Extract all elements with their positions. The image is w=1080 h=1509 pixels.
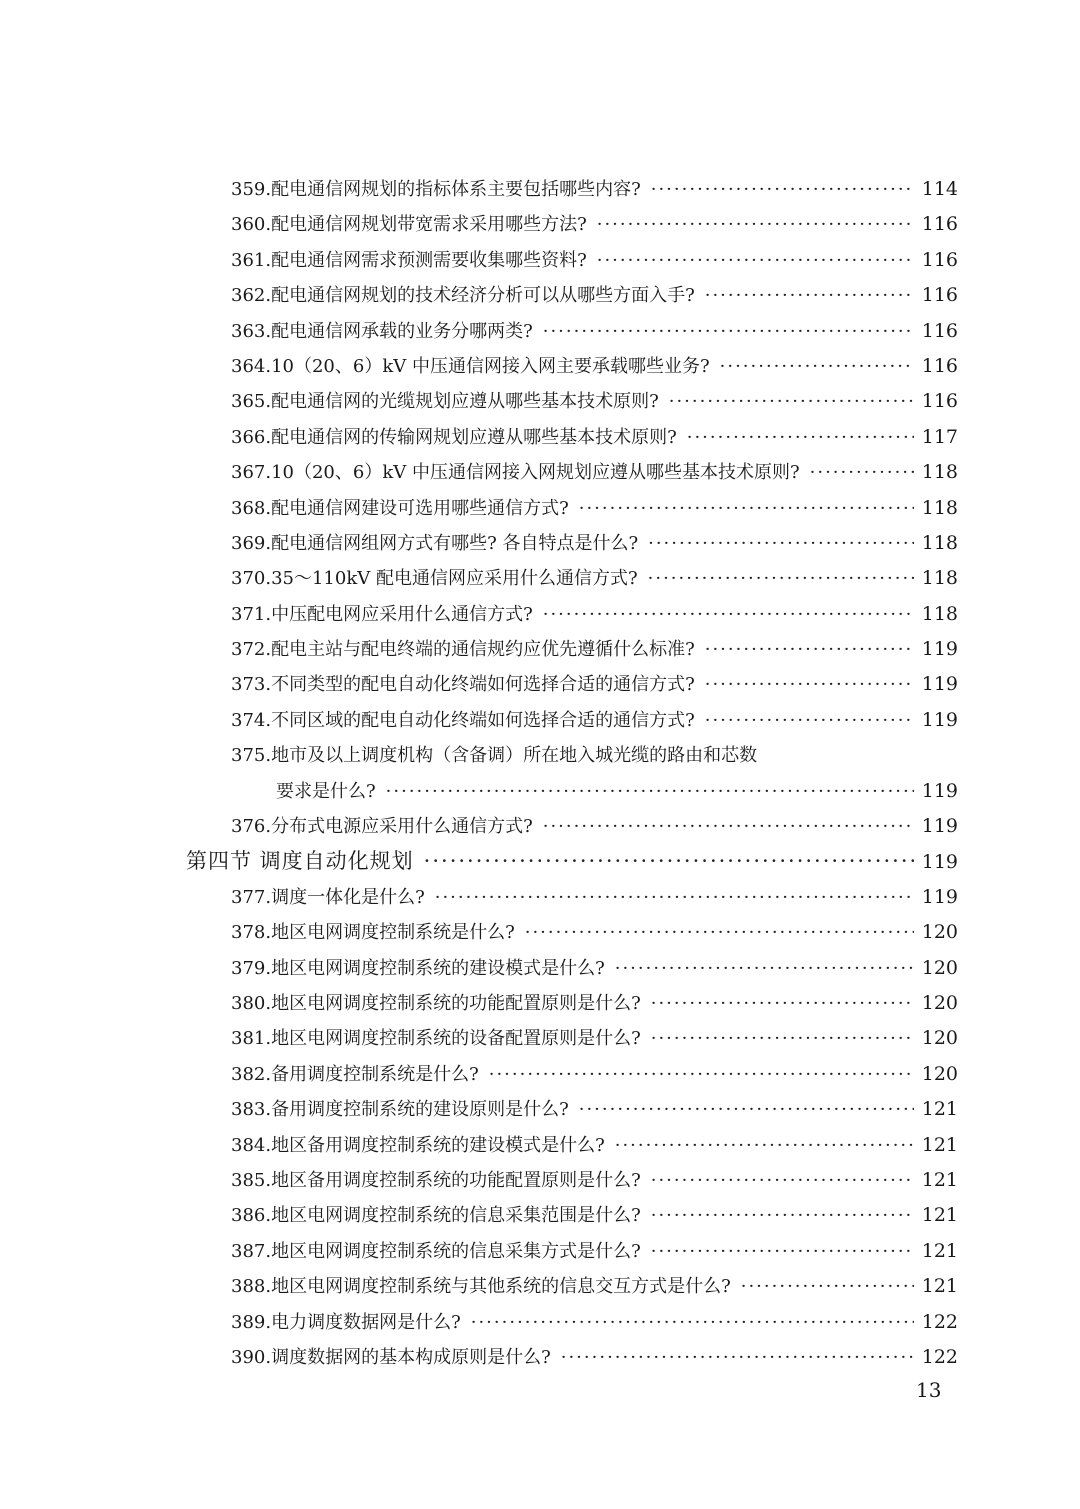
entry-title: 分布式电源应采用什么通信方式? (271, 816, 533, 838)
entry-title: 地区备用调度控制系统的建设模式是什么? (271, 1134, 605, 1156)
toc-entry (186, 667, 958, 702)
entry-title: 配电通信网组网方式有哪些? 各自特点是什么? (271, 532, 639, 554)
entry-title: 10（20、6）kV 中压通信网接入网主要承载哪些业务? (271, 355, 710, 377)
dot-leader (651, 1163, 914, 1198)
entry-title: 调度一体化是什么? (271, 886, 425, 908)
dot-leader (597, 207, 914, 242)
toc-entry (186, 420, 958, 455)
entry-page: 121 (921, 1133, 958, 1156)
entry-page: 121 (921, 1204, 958, 1227)
toc-entry-375-line1 (186, 738, 958, 773)
entry-title: 不同类型的配电自动化终端如何选择合适的通信方式? (271, 674, 695, 696)
dot-leader (741, 1269, 914, 1304)
entry-page: 121 (921, 1275, 958, 1298)
dot-leader (669, 384, 914, 419)
entry-page: 120 (921, 956, 958, 979)
entry-title-continued: 要求是什么? (276, 780, 376, 802)
entry-page: 119 (921, 638, 958, 661)
dot-leader (705, 703, 914, 738)
toc-entry (186, 526, 958, 561)
dot-leader (810, 455, 914, 490)
dot-leader (543, 314, 914, 349)
entry-title: 备用调度控制系统是什么? (271, 1063, 479, 1085)
entry-page: 116 (921, 354, 958, 377)
dot-leader (525, 915, 914, 950)
toc-group-after-section (186, 880, 958, 1375)
entry-title: 配电通信网规划带宽需求采用哪些方法? (271, 214, 587, 236)
dot-leader (489, 1057, 914, 1092)
entry-title: 配电通信网的光缆规划应遵从哪些基本技术原则? (271, 391, 659, 413)
entry-title: 地区电网调度控制系统的建设模式是什么? (271, 957, 605, 979)
dot-leader (651, 1021, 914, 1056)
entry-number: 360. (231, 214, 272, 236)
entry-title: 配电通信网承载的业务分哪两类? (271, 320, 533, 342)
toc-entry (186, 1340, 958, 1375)
section-page: 119 (921, 851, 958, 874)
dot-leader (471, 1305, 914, 1340)
toc-group-before-section (186, 172, 958, 738)
entry-number: 390. (231, 1346, 272, 1368)
entry-title: 电力调度数据网是什么? (271, 1311, 461, 1333)
entry-page: 119 (921, 673, 958, 696)
entry-page: 118 (921, 567, 958, 590)
entry-title: 配电主站与配电终端的通信规约应优先遵循什么标准? (271, 639, 695, 661)
entry-number: 384. (231, 1134, 272, 1156)
entry-number: 363. (231, 320, 272, 342)
toc-entry (186, 703, 958, 738)
entry-page: 121 (921, 1239, 958, 1262)
toc-entry (186, 384, 958, 419)
entry-number: 378. (231, 922, 272, 944)
entry-number: 377. (231, 886, 272, 908)
dot-leader (648, 526, 914, 561)
entry-number: 388. (231, 1276, 272, 1298)
entry-page: 118 (921, 461, 958, 484)
toc-entry (186, 1057, 958, 1092)
entry-number: 365. (231, 391, 272, 413)
entry-number: 369. (231, 532, 272, 554)
entry-number: 368. (231, 497, 272, 519)
entry-title: 地区电网调度控制系统的设备配置原则是什么? (271, 1028, 641, 1050)
entry-page: 114 (921, 178, 958, 200)
entry-title: 地市及以上调度机构（含备调）所在地入城光缆的路由和芯数 (271, 745, 758, 767)
toc-entry (186, 1128, 958, 1163)
entry-title: 备用调度控制系统的建设原则是什么? (271, 1099, 569, 1121)
entry-title: 中压配电网应采用什么通信方式? (271, 603, 533, 625)
dot-leader (720, 349, 914, 384)
toc-entry (186, 1021, 958, 1056)
toc-entry (186, 632, 958, 667)
entry-number: 375. (231, 745, 272, 767)
toc-entry (186, 455, 958, 490)
toc-entry (186, 951, 958, 986)
entry-title: 35～110kV 配电通信网应采用什么通信方式? (271, 568, 638, 590)
dot-leader (651, 986, 914, 1021)
toc-entry (186, 1269, 958, 1304)
entry-number: 362. (231, 285, 272, 307)
entry-title: 地区电网调度控制系统的信息采集方式是什么? (271, 1240, 641, 1262)
entry-number: 382. (231, 1063, 272, 1085)
table-of-contents (186, 172, 958, 1375)
toc-entry-376 (186, 809, 958, 844)
dot-leader (705, 632, 914, 667)
entry-page: 119 (921, 708, 958, 731)
toc-entry (186, 915, 958, 950)
toc-entry (186, 1234, 958, 1269)
toc-entry (186, 880, 958, 915)
dot-leader (651, 1234, 914, 1269)
dot-leader (615, 1128, 914, 1163)
entry-number: 380. (231, 992, 272, 1014)
entry-number: 370. (231, 568, 272, 590)
entry-number: 373. (231, 674, 272, 696)
section-label: 第四节 (186, 849, 252, 874)
dot-leader (435, 880, 914, 915)
toc-entry (186, 1163, 958, 1198)
dot-leader (386, 774, 914, 809)
dot-leader (615, 951, 914, 986)
entry-title: 地区电网调度控制系统是什么? (271, 922, 515, 944)
entry-page: 122 (921, 1345, 958, 1368)
entry-title: 地区电网调度控制系统的信息采集范围是什么? (271, 1205, 641, 1227)
entry-number: 367. (231, 462, 272, 484)
toc-entry (186, 491, 958, 526)
entry-page: 116 (921, 390, 958, 413)
dot-leader (651, 172, 914, 207)
entry-title: 地区电网调度控制系统与其他系统的信息交互方式是什么? (271, 1276, 731, 1298)
entry-number: 386. (231, 1205, 272, 1227)
toc-entry (186, 1092, 958, 1127)
dot-leader (687, 420, 914, 455)
entry-title: 调度数据网的基本构成原则是什么? (271, 1346, 551, 1368)
dot-leader (424, 844, 914, 879)
toc-entry (186, 561, 958, 596)
entry-page: 121 (921, 1098, 958, 1121)
entry-title: 地区电网调度控制系统的功能配置原则是什么? (271, 992, 641, 1014)
entry-title: 不同区域的配电自动化终端如何选择合适的通信方式? (271, 709, 695, 731)
entry-number: 359. (231, 179, 272, 200)
entry-number: 371. (231, 603, 272, 625)
toc-entry (186, 349, 958, 384)
entry-page: 116 (921, 319, 958, 342)
entry-page: 117 (921, 425, 958, 448)
entry-title: 配电通信网的传输网规划应遵从哪些基本技术原则? (271, 426, 677, 448)
entry-number: 383. (231, 1099, 272, 1121)
toc-entry (186, 597, 958, 632)
entry-number: 379. (231, 957, 272, 979)
entry-page: 119 (921, 779, 958, 802)
entry-page: 116 (921, 248, 958, 271)
toc-entry (186, 243, 958, 278)
toc-entry (186, 1198, 958, 1233)
entry-page: 120 (921, 921, 958, 944)
toc-entry (186, 207, 958, 242)
dot-leader (543, 809, 914, 844)
entry-page: 118 (921, 531, 958, 554)
entry-number: 366. (231, 426, 272, 448)
toc-entry (186, 278, 958, 313)
entry-title: 10（20、6）kV 中压通信网接入网规划应遵从哪些基本技术原则? (271, 462, 800, 484)
dot-leader (648, 561, 914, 596)
entry-page: 119 (921, 885, 958, 908)
entry-page: 120 (921, 1062, 958, 1085)
dot-leader (597, 243, 914, 278)
toc-entry-375-line2 (186, 774, 958, 809)
dot-leader (561, 1340, 914, 1375)
entry-page: 118 (921, 496, 958, 519)
entry-page: 120 (921, 1027, 958, 1050)
toc-entry (186, 314, 958, 349)
entry-number: 361. (231, 249, 272, 271)
entry-page: 121 (921, 1168, 958, 1191)
dot-leader (543, 597, 914, 632)
entry-title: 配电通信网规划的技术经济分析可以从哪些方面入手? (271, 285, 695, 307)
dot-leader (705, 667, 914, 702)
entry-page: 118 (921, 602, 958, 625)
page-number: 13 (916, 1378, 942, 1402)
entry-number: 381. (231, 1028, 272, 1050)
section-heading (186, 844, 958, 879)
entry-number: 374. (231, 709, 272, 731)
entry-number: 372. (231, 639, 272, 661)
dot-leader (705, 278, 914, 313)
entry-page: 116 (921, 284, 958, 307)
entry-page: 116 (921, 213, 958, 236)
section-name: 调度自动化规划 (259, 849, 414, 874)
dot-leader (651, 1198, 914, 1233)
entry-number: 364. (231, 355, 272, 377)
entry-page: 122 (921, 1310, 958, 1333)
entry-title: 地区备用调度控制系统的功能配置原则是什么? (271, 1169, 641, 1191)
dot-leader (579, 491, 914, 526)
entry-title: 配电通信网规划的指标体系主要包括哪些内容? (271, 179, 641, 200)
entry-number: 389. (231, 1311, 272, 1333)
entry-number: 376. (231, 816, 272, 838)
dot-leader (579, 1092, 914, 1127)
toc-entry (186, 986, 958, 1021)
entry-page: 119 (921, 815, 958, 838)
entry-page: 120 (921, 991, 958, 1014)
entry-number: 387. (231, 1240, 272, 1262)
entry-title: 配电通信网需求预测需要收集哪些资料? (271, 249, 587, 271)
toc-entry (186, 1305, 958, 1340)
entry-number: 385. (231, 1169, 272, 1191)
entry-title: 配电通信网建设可选用哪些通信方式? (271, 497, 569, 519)
toc-entry (186, 172, 958, 207)
